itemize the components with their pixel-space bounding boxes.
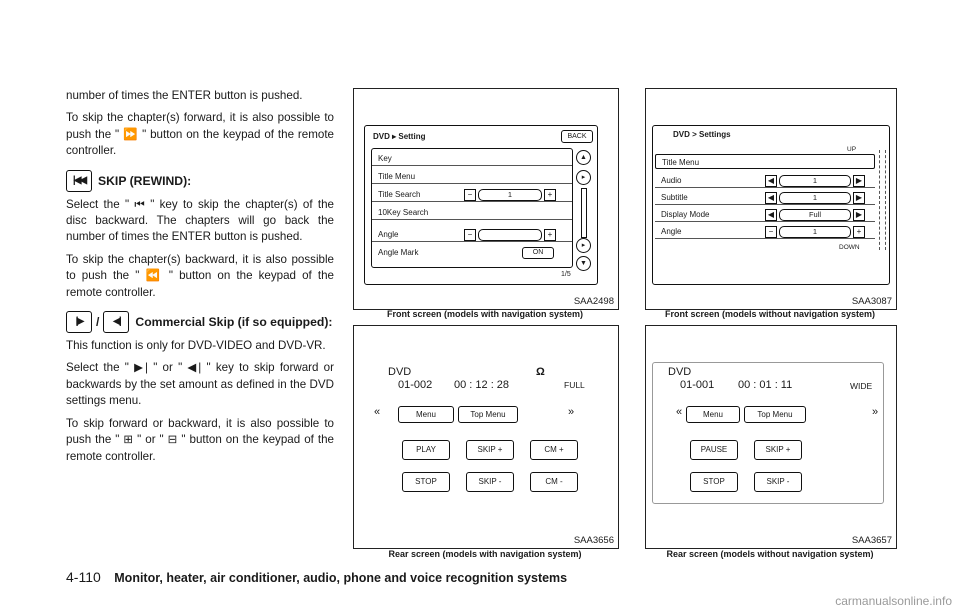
section-heading-skip-rewind: |◀◀ SKIP (REWIND): [66, 170, 334, 192]
chapter-number: 01-002 [398, 379, 433, 391]
list-item: Angle [372, 227, 572, 242]
list-item: Angle [655, 224, 875, 239]
page-indicator: 1/5 [561, 271, 571, 278]
paragraph: Select the " ⏮ " key to skip the chapter(s) of the disc backward. The chapters will go back the number of times the ENTER button is pushed. [66, 197, 334, 244]
angle-value: 1 [779, 226, 851, 238]
down-label: DOWN [839, 244, 860, 251]
cm-minus-button: CM - [530, 472, 578, 492]
angle-mark-value: ON [532, 249, 544, 256]
right-arrow-icon: ▶ [853, 175, 865, 187]
skip-forward-icon: |▶ [66, 311, 92, 333]
top-menu-button: Top Menu [744, 406, 806, 423]
screen-title: DVD > Settings [673, 130, 731, 139]
paragraph: To skip forward or backward, it is also possible to push the " ⊞ " or " ⊟ " button on the keypad of the remote controller. [66, 416, 334, 463]
plus-icon: + [853, 226, 865, 238]
skip-plus-button: SKIP + [754, 440, 802, 460]
right-arrow-icon: ▶ [853, 192, 865, 204]
left-arrow-icon: ◀ [765, 209, 777, 221]
skip-minus-button: SKIP - [754, 472, 802, 492]
right-arrow-icon: ▶ [853, 209, 865, 221]
pause-button: PAUSE [690, 440, 738, 460]
menu-button: Menu [398, 406, 454, 423]
figure-caption: Front screen (models with navigation system) [386, 309, 584, 319]
screen-illustration [364, 125, 598, 285]
screen-label: DVD [388, 366, 412, 378]
play-button: PLAY [402, 440, 450, 460]
up-label: UP [847, 146, 857, 153]
figure-caption: Rear screen (models without navigation system) [666, 549, 874, 559]
list-item: Display Mode [655, 207, 875, 222]
section-heading-commercial-skip: |▶ / ◀| Commercial Skip (if so equipped): [66, 311, 334, 333]
figure-caption: Rear screen (models with navigation system) [388, 549, 582, 559]
stop-button: STOP [690, 472, 738, 492]
figure-code: SAA2498 [573, 296, 614, 307]
display-mode: WIDE [850, 381, 873, 391]
paragraph: To skip the chapter(s) forward, it is also possible to push the " ⏩ " button on the keypad of the remote controller. [66, 111, 334, 158]
screen-title: DVD ▸ Setting [373, 132, 426, 141]
list-item: Title Search [372, 187, 572, 202]
skip-backward-icon: ◀| [103, 311, 129, 333]
list-item: Audio [655, 173, 875, 188]
list-item: Angle Mark [378, 248, 419, 257]
list-item: 10Key Search [372, 205, 572, 220]
skip-rewind-icon: |◀◀ [66, 170, 92, 192]
audio-value: 1 [779, 175, 851, 187]
list-item: Key [372, 151, 572, 166]
scroll-down-icon: ▼ [576, 256, 591, 271]
figure-rear-screen-nav [353, 325, 619, 549]
subtitle-value: 1 [779, 192, 851, 204]
elapsed-time: 00 : 12 : 28 [454, 379, 510, 391]
display-mode: FULL [564, 380, 585, 390]
paragraph: Select the " ▶| " or " ◀| " key to skip forward or backwards by the set amount as defined in the DVD settings menu. [66, 361, 334, 408]
figure-rear-screen-no-nav [645, 325, 897, 549]
scroll-icon: ▸ [576, 170, 591, 185]
screen-label: DVD [668, 366, 692, 378]
skip-minus-button: SKIP - [466, 472, 514, 492]
headphone-icon: Ω [536, 366, 545, 378]
page-footer [66, 569, 567, 585]
figure-front-screen-no-nav [645, 88, 897, 310]
left-arrow-icon: ◀ [765, 192, 777, 204]
figure-code: SAA3657 [851, 535, 892, 546]
figure-caption: Front screen (models without navigation system) [664, 309, 876, 319]
elapsed-time: 00 : 01 : 11 [738, 379, 793, 391]
scroll-up-icon: ▲ [576, 150, 591, 165]
figure-code: SAA3087 [851, 296, 892, 307]
scroll-icon: ▸ [576, 238, 591, 253]
skip-plus-button: SKIP + [466, 440, 514, 460]
minus-icon: − [765, 226, 777, 238]
minus-icon: − [464, 229, 476, 241]
chapter-title: Monitor, heater, air conditioner, audio, phone and voice recognition systems [114, 571, 568, 585]
paragraph: This function is only for DVD-VIDEO and DVD-VR. [66, 339, 326, 353]
watermark: carmanualsonline.info [835, 594, 952, 608]
display-mode-value: Full [779, 209, 851, 221]
paragraph: number of times the ENTER button is pushed. [66, 89, 303, 102]
screen-illustration [652, 125, 890, 285]
menu-button: Menu [686, 406, 740, 423]
cm-plus-button: CM + [530, 440, 578, 460]
stop-button: STOP [402, 472, 450, 492]
minus-icon: − [464, 189, 476, 201]
scrollbar [581, 188, 587, 238]
back-button: BACK [561, 130, 593, 143]
page-number: 4-110 [66, 569, 101, 585]
figure-front-screen-nav [353, 88, 619, 310]
plus-icon: + [544, 189, 556, 201]
plus-icon: + [544, 229, 556, 241]
title-search-value: 1 [478, 189, 542, 201]
chapter-number: 01-001 [680, 379, 715, 391]
angle-mark-toggle [522, 247, 554, 259]
top-menu-button: Top Menu [458, 406, 518, 423]
list-item: Subtitle [655, 190, 875, 205]
chevron-left-icon: « [374, 406, 381, 418]
scrollbar [879, 150, 886, 250]
chevron-left-icon: « [676, 406, 683, 418]
chevron-right-icon: » [872, 406, 879, 418]
list-item: Title Menu [372, 169, 572, 184]
settings-list [371, 148, 573, 268]
chevron-right-icon: » [568, 406, 575, 418]
angle-value [478, 229, 542, 241]
body-text-column [66, 88, 334, 471]
figure-code: SAA3656 [573, 535, 614, 546]
left-arrow-icon: ◀ [765, 175, 777, 187]
list-item-selected: Title Menu [655, 154, 875, 169]
paragraph: To skip the chapter(s) backward, it is also possible to push the " ⏪ " button on the keypad of the remote controller. [66, 252, 334, 299]
